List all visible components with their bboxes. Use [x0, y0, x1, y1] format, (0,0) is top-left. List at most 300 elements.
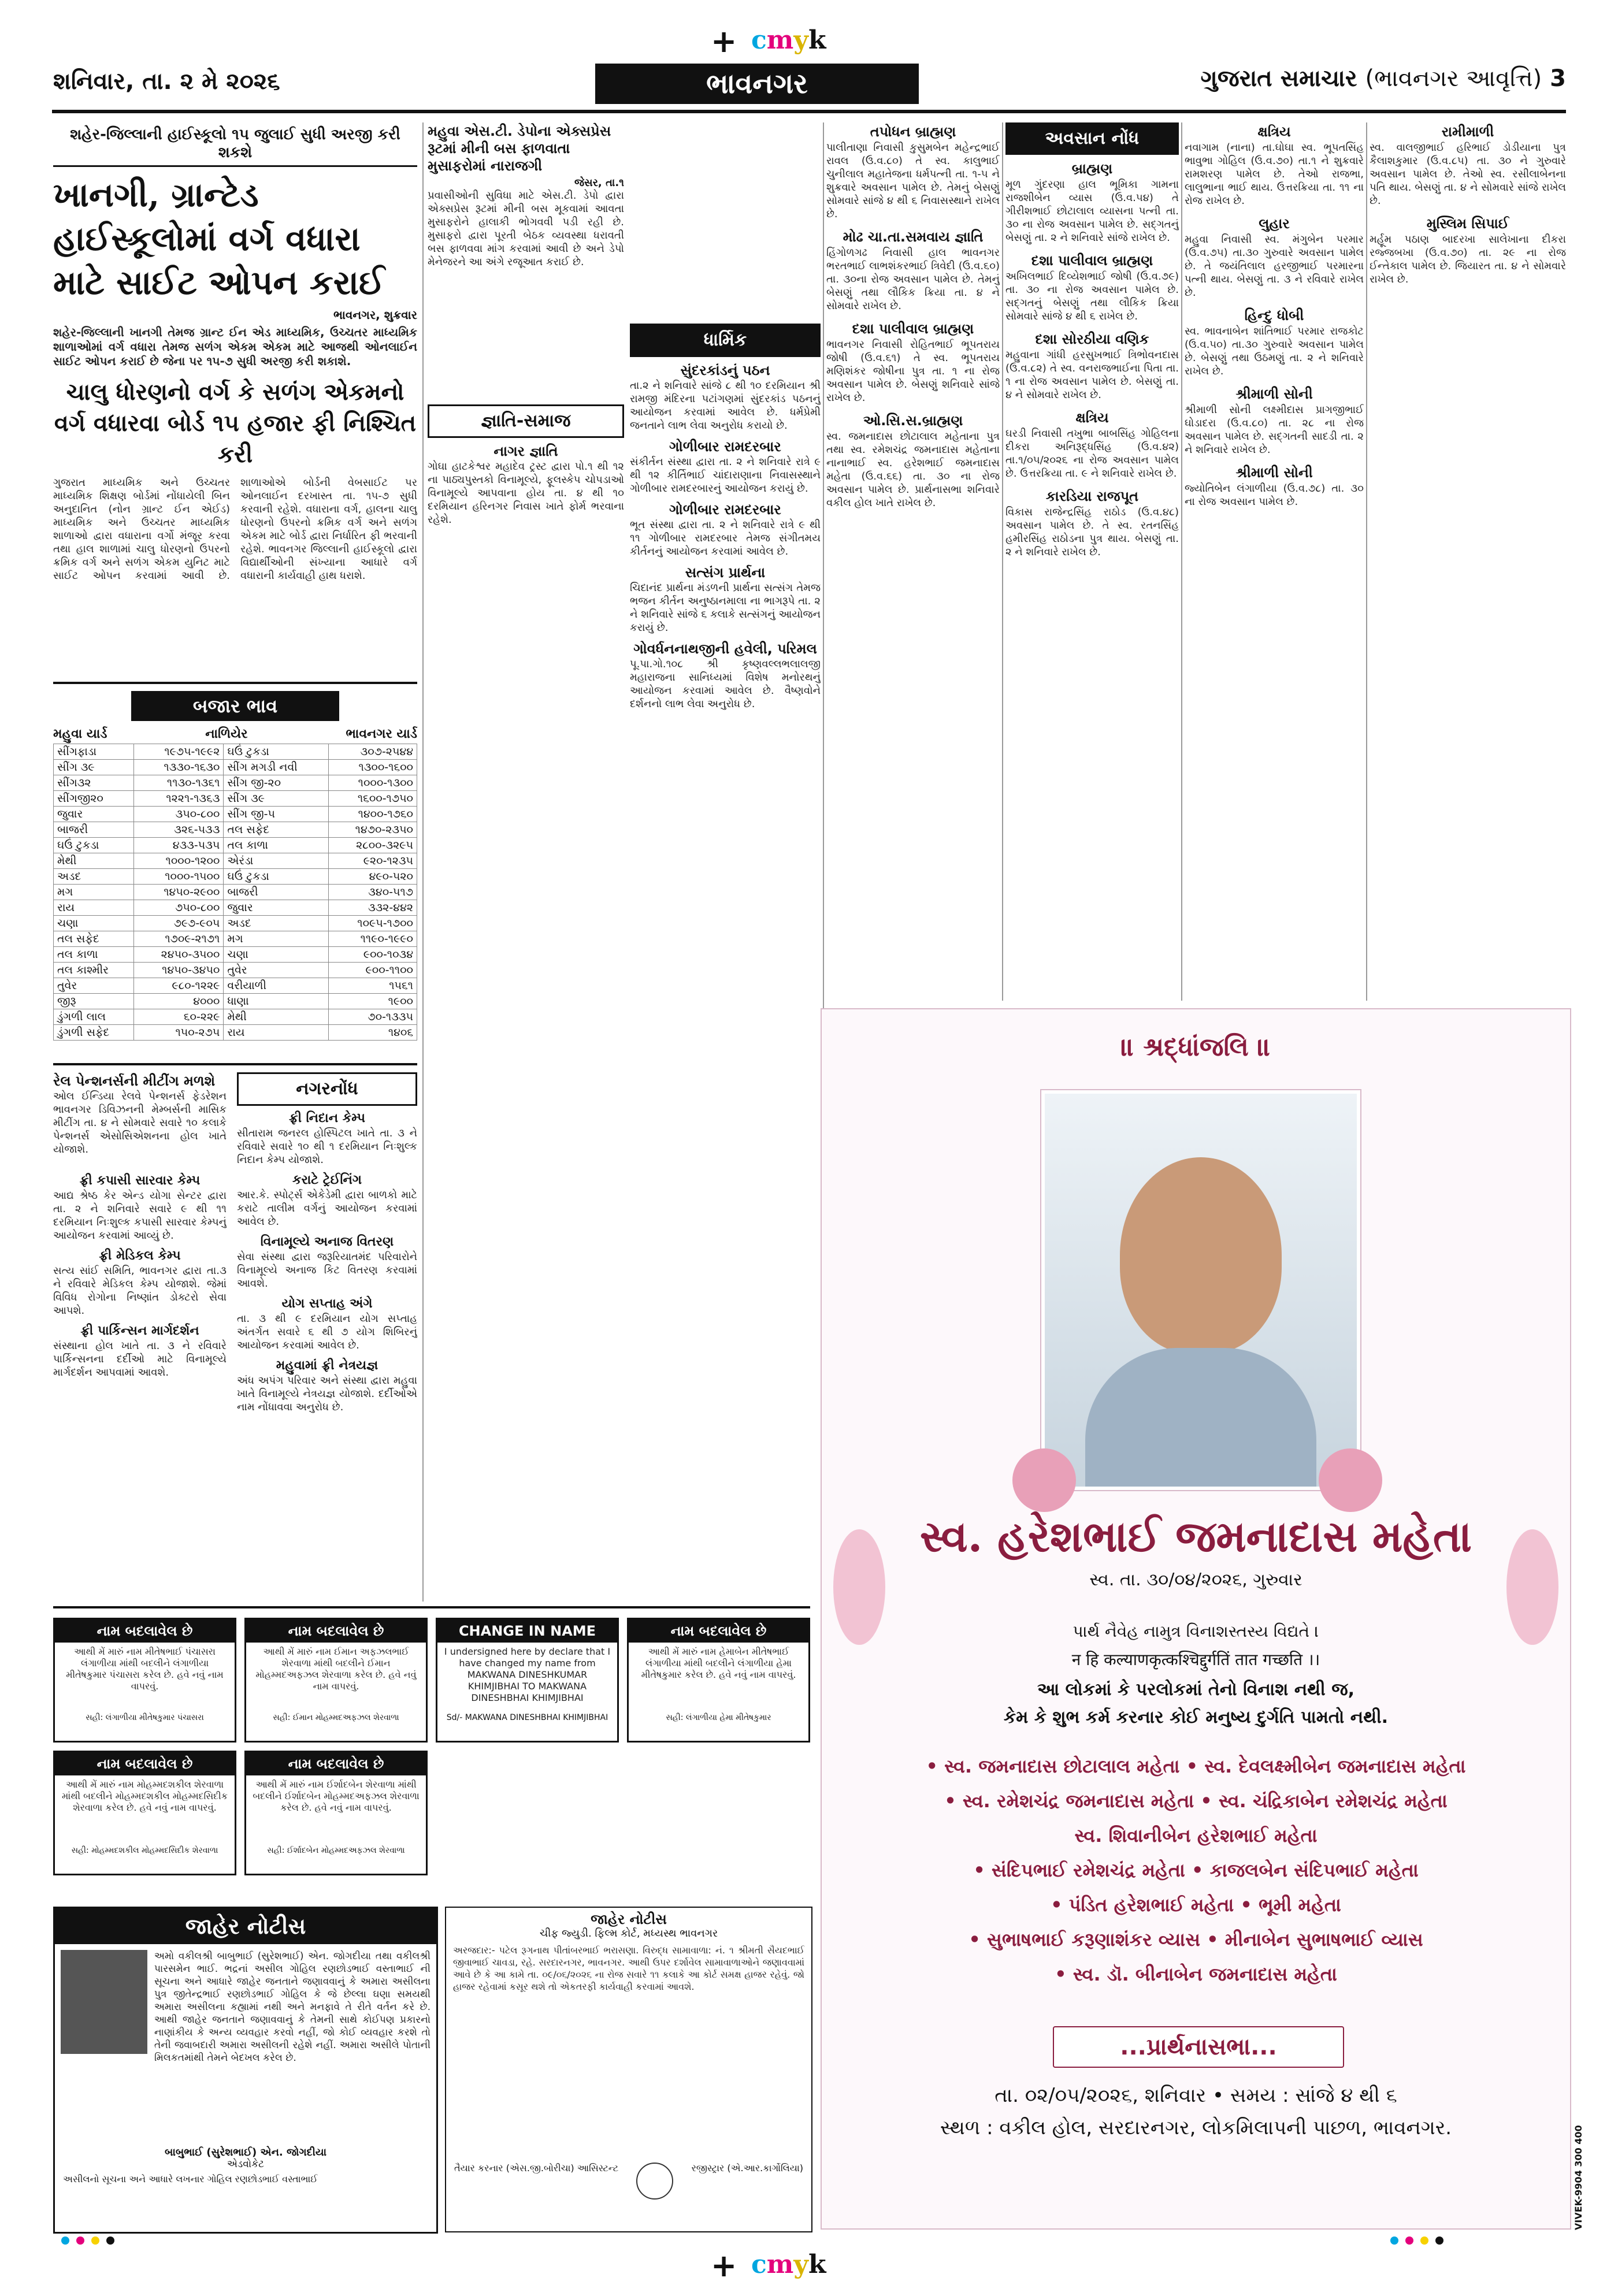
obituary-body: ઘરડી નિવાસી તખુભા બાબસિંહ ગોહિલના દીકરા અનિરૂદ્ધસિંહ (ઉ.વ.૪૨) તા.૧/૦૫/૨૦૨૬ ના રોજ અવસાન પામેલ છે. ઉત્તરક્રિયા તા. ૯ ને શનિવારે રાખેલ છે.: [1005, 428, 1179, 480]
news-item-body: આદ્ય શ્રેષ્ઠ કેર એન્ડ યોગા સેન્ટર દ્વારા તા. ૨ ને શનિવારે સવારે ૯ થી ૧૧ દરમિયાન નિઃશુલ્ક કપાસી સારવાર કેમ્પનું આયોજન કરવામાં આવ્યું છે.: [53, 1190, 227, 1242]
news-item-body: સત્ય સાંઈ સમિતિ, ભાવનગર દ્વારા તા.૩ ને રવિવારે મેડિકલ કેમ્પ યોજાશે. જેમાં વિવિધ રોગોના નિષ્ણાંત ડોક્ટરો સેવા આપશે.: [53, 1265, 227, 1317]
obituary-title: અવસાન નોંધ: [1005, 122, 1179, 155]
tribute-family-line: • સ્વ. ડૉ. બીનાબેન જમનાદાસ મહેતા: [1055, 1963, 1337, 1985]
market-headers: [53, 727, 417, 741]
market-cell: અડદ: [224, 916, 329, 931]
obituary-entry: [1185, 463, 1364, 508]
market-cell: ડુંગળી લાલ: [54, 1009, 134, 1025]
market-row: [54, 744, 417, 760]
market-row: [54, 822, 417, 838]
market-cell: ૯૨૦-૧૨૩૫: [328, 853, 417, 869]
name-change-body: આથી મેં મારું નામ ઈમાન અફઝલભાઈ શેરવાળા માંથી બદલીને ઈમાન મોહમ્મદઅફઝલ શેરવાળા કરેલ છે. હવે નવું નામ વાપરવું.: [255, 1646, 417, 1692]
name-changes: [53, 1618, 810, 1889]
market-cell: ૩૪૦-૫૧૭: [328, 885, 417, 900]
column-rule-3: [1002, 122, 1003, 1001]
name-change-notice: [436, 1618, 619, 1743]
colorbar-right: [1387, 2236, 1447, 2247]
railway-headline: રેલ પેન્શનર્સની મીટીંગ મળશે: [53, 1073, 216, 1089]
obituary-entry: [1185, 122, 1364, 207]
market-cell: તલ કાળા: [54, 947, 134, 963]
news-item: [630, 438, 821, 495]
cmyk-mark-bottom: [751, 2250, 826, 2279]
market-row: [54, 760, 417, 775]
column-rule-4: [1181, 122, 1182, 1001]
market-cell: સીંગ ૩૯: [54, 760, 134, 775]
cmyk-y-bottom: y: [793, 2250, 808, 2279]
news-item-title: ફ્રી કપાસી સારવાર કેમ્પ: [79, 1173, 201, 1188]
market-cell: સીંગ જી-૨૦: [224, 775, 329, 791]
obituary-community: તપોધન બ્રાહ્મણ: [870, 124, 956, 140]
market-cell: તલ સફેદ: [54, 931, 134, 947]
registration-mark-bottom: +: [711, 2247, 737, 2284]
market-cell: રાય: [54, 900, 134, 916]
obituary-entry: [1005, 408, 1179, 480]
public-notice-lawyer: બાબુભાઈ (સુરેશભાઈ) એન. જોગદીયા: [164, 2146, 326, 2158]
market-cell: ૧૪૭૦-૨૩૫૦: [328, 822, 417, 838]
obituary-community: ક્ષત્રિય: [1257, 124, 1291, 140]
side-code: VIVEK-9904 300 400: [1573, 2125, 1584, 2230]
cmyk-k: k: [808, 25, 826, 55]
news-item-body: આર.કે. સ્પોર્ટ્સ એકેડેમી દ્વારા બાળકો માટે કરાટે તાલીમ વર્ગનું આયોજન કરવામાં આવેલ છે.: [237, 1189, 417, 1228]
cmyk-c-bottom: c: [751, 2250, 767, 2279]
news-item: [53, 1323, 227, 1379]
tribute-ad: [821, 1008, 1571, 2230]
market-cell: બાજરી: [224, 885, 329, 900]
news-item: [428, 443, 624, 526]
market-row: [54, 916, 417, 931]
market-cell: ૧૩૩૦-૧૬૩૦: [134, 760, 224, 775]
news-item-body: અંધ અપંગ પરિવાર અને સંસ્થા દ્વારા મહુવા ખાતે વિનામૂલ્યે નેત્રયજ્ઞ યોજાશે. દર્દીઓએ નામ નોંધાવવા અનુરોધ છે.: [237, 1374, 417, 1413]
news-item-title: ગોળીબાર રામદરબાર: [669, 501, 781, 518]
news-item-title: યોગ સપ્તાહ અંગે: [281, 1296, 373, 1311]
market-cell: તુવેર: [224, 963, 329, 978]
market-cell: ૬૦-૨૨૯: [134, 1009, 224, 1025]
market-cell: વરીયાળી: [224, 978, 329, 994]
market-cell: ૩૦૭-૨૫૪૪: [328, 744, 417, 760]
market-cell: ૧૪૫૦-૨૯૦૦: [134, 885, 224, 900]
name-change-title: નામ બદલાવેલ છે: [55, 1752, 235, 1775]
news-item-title: નાગર જ્ઞાતિ: [493, 443, 558, 459]
obituary-body: મર્હૂમ પઠાણ બાદરખા સાલેખાના દીકરા રજ્જબખા (ઉ.વ.૭૦) તા. ૨૯ ના રોજ ઈન્તેકાલ પામેલ છે. જિયારત તા. ૪ ને સોમવારે રાખેલ છે.: [1370, 233, 1566, 285]
tribute-header: ॥ શ્રદ્ધાંજલિ ॥: [1120, 1032, 1271, 1062]
market-cell: સીંગ૩૨: [54, 775, 134, 791]
obituary-community: શ્રીમાળી સોની: [1235, 465, 1313, 481]
market-cell: ૧૪૦૬: [328, 1025, 417, 1041]
obituary-entry: [1185, 214, 1364, 299]
portrait-face: [1120, 1157, 1282, 1354]
market-cell: મગ: [224, 931, 329, 947]
cmyk-mark-top: [751, 25, 826, 55]
obituary-community: રામીમાળી: [1441, 124, 1494, 140]
market-cell: ૧૫૦-૨૭૫: [134, 1025, 224, 1041]
city-notes: [237, 1072, 417, 1420]
person-photo: [61, 1950, 147, 2054]
market-cell: તલ સફેદ: [224, 822, 329, 838]
news-item-title: ફ્રી પાર્કિન્સન માર્ગદર્શન: [80, 1324, 199, 1338]
market-cell: ૭૫૦-૮૦૦: [134, 900, 224, 916]
news-item-title: કરાટે ટ્રેઈનિંગ: [292, 1173, 362, 1187]
market-cell: મેથી: [224, 1009, 329, 1025]
tribute-family-line: સ્વ. શિવાનીબેન હરેશભાઈ મહેતા: [1074, 1825, 1318, 1847]
market-row: [54, 807, 417, 822]
tribute-family-line: • સંદિપભાઈ રમેશચંદ્ર મહેતા • કાજલબેન સંદિપભાઈ મહેતા: [973, 1859, 1419, 1881]
cmyk-m-bottom: m: [766, 2250, 794, 2279]
market-cell: ૨૮૦૦-૩૨૯૫: [328, 838, 417, 853]
market-cell: ૧૭૦૯-૨૧૭૧: [134, 931, 224, 947]
name-change-body: I undersigned here by declare that I have changed my name from MAKWANA DINESHKUMAR KHIMJIBHAI TO MAKWANA DINESHBHAI KHIMJIBHAI: [444, 1646, 611, 1703]
section-banner: ભાવનગર: [595, 64, 919, 104]
market-cell: ૧૫૬૧: [328, 978, 417, 994]
news-item-title: ગોવર્ધનનાથજીની હવેલી, પરિમલ: [633, 641, 817, 657]
name-change-sign: સહી: લંગાળીયા મીતેષકુમાર પંચાસરા: [86, 1713, 204, 1722]
market-row: [54, 853, 417, 869]
express-dateline: જેસર, તા.૧: [574, 177, 624, 189]
obituary-col-d: [1370, 122, 1566, 293]
registration-mark-top: +: [711, 23, 737, 60]
obituary-community: દશા પાલીવાલ બ્રાહ્મણ: [852, 321, 974, 337]
obituary-entry: [1005, 159, 1179, 244]
obituary-community: ક્ષત્રિય: [1075, 410, 1109, 426]
market-cell: જુવાર: [224, 900, 329, 916]
caste-society: [428, 404, 624, 532]
market-cell: ૩૩૨-૪૪૨: [328, 900, 417, 916]
city-notes-left: [53, 1173, 227, 1385]
obituary-entry: [826, 411, 1000, 510]
tribute-family-line: • સુભાષભાઈ કરૂણાશંકર વ્યાસ • મીનાબેન સુભાષભાઈ વ્યાસ: [968, 1929, 1423, 1951]
tribute-family-line: • પંડિત હરેશભાઈ મહેતા • ભૂમી મહેતા: [1051, 1894, 1341, 1916]
market-cell: તલ કાળા: [224, 838, 329, 853]
prayer-title: ...પ્રાર્થનાસભા...: [1053, 2026, 1344, 2068]
obituary-body: જ્યોતિબેન લંગાળીયા (ઉ.વ.૭૮) તા. ૩૦ ના રોજ અવસાન પામેલ છે.: [1185, 482, 1364, 508]
obituary-entry: [826, 122, 1000, 221]
market-cell: ૩૫૦-૮૦૦: [134, 807, 224, 822]
obituary-body: શ્રીમાળી સોની લક્ષ્મીદાસ પ્રાગજીભાઈ ઘોડાદરા (ઉ.વ.૮૦) તા. ૨૮ ના રોજ અવસાન પામેલ છે. સદ્ગતની સાદડી તા. ૨ ને શનિવારે રાખેલ છે.: [1185, 404, 1364, 456]
name-change-sign: સહી: ઈર્શાદબેન મોહમ્મદઅફઝલ શેરવાળા: [267, 1846, 405, 1855]
obituary-community: કારડિયા રાજપૂત: [1045, 488, 1139, 504]
name-change-title: નામ બદલાવેલ છે: [246, 1619, 426, 1643]
obituary-body: મૂળ ગુંદરણા હાલ ભૂમિકા ગામના રાજશીબેન વ્યાસ (ઉ.વ.૫૪) તે ગીરીશભાઈ છોટાલાલ વ્યાસના પત્ની તા. ૩૦ ના રોજ અવસાન પામેલ છે. સદ્ગતનું બેસણું તા. ૨ ને શનિવારે સાંજે રાખેલ છે.: [1005, 179, 1179, 244]
tribute-family: [856, 1749, 1535, 1992]
market-cell: ૧૯૭૫-૧૯૯૨: [134, 744, 224, 760]
court-seal: [636, 2163, 673, 2200]
obituary-community: ઓ.સિ.સ.બ્રાહ્મણ: [863, 413, 963, 429]
tribute-line-2: કેમ કે શુભ કર્મ કરનાર કોઈ મનુષ્ય દુર્ગતિ પામતો નથી.: [1003, 1707, 1389, 1727]
market-cell: ૪૩૩-૫૩૫: [134, 838, 224, 853]
news-item-title: સત્સંગ પ્રાર્થના: [685, 564, 766, 581]
market-cell: તલ કાશ્મીર: [54, 963, 134, 978]
railway-story: [53, 1072, 227, 1176]
lead-body: ગુજરાત માધ્યમિક અને ઉચ્ચતર માધ્યમિક શિક્ષણ બોર્ડમાં નોંધાયેલી બિન અનુદાનિત (નોન ગ્રાન્ટ ઈન એઈડ) માધ્યમિક અને ઉચ્ચતર માધ્યમિક શાળાઓ દ્વારા વધારાના વર્ગો મંજૂર કરવા તથા હાલ શાળામાં ચાલુ ધોરણનો ઉપરનો ક્રમિક વર્ગ અને સળંગ એકમ યુનિટ માટે સાઈટ ઓપન કરવામાં આવી છે. શાળાઓએ બોર્ડની વેબસાઈટ પર ઓનલાઈન દરખાસ્ત તા. ૧૫-૭ સુધી કરવાની રહેશે. વધારાના વર્ગ, હાલના ચાલુ ધોરણનો ઉપરનો ક્રમિક વર્ગ અને સળંગ એકમ માટે બોર્ડ દ્વારા નિર્ધારિત ફી ભરવાની રહેશે. ભાવનગર જિલ્લાની હાઈસ્કૂલો દ્વારા વિદ્યાર્થીઓની સંખ્યાના આધારે વર્ગ વધારાની કાર્યવાહી હાથ ધરાશે.: [53, 477, 417, 582]
tribute-family-line: • સ્વ. રમેશચંદ્ર જમનાદાસ મહેતા • સ્વ. ચંદ્રિકાબેન રમેશચંદ્ર મહેતા: [944, 1790, 1448, 1812]
lead-divider: [53, 682, 417, 684]
tribute-shloka-2: न हि कल्याणकृत्कश्चिद्दुर्गतिं तात गच्छति ।।: [1071, 1650, 1320, 1669]
name-change-sign: Sd/- MAKWANA DINESHBHAI KHIMJIBHAI: [446, 1713, 608, 1722]
market-yard-left: મહુવા યાર્ડ: [53, 727, 107, 741]
express-story: [428, 122, 624, 362]
news-item-body: સીતારામ જનરલ હોસ્પિટલ ખાતે તા. ૩ ને રવિવારે સવારે ૧૦ થી ૧ દરમિયાન નિઃશુલ્ક નિદાન કેમ્પ યોજાશે.: [237, 1127, 417, 1166]
news-item-body: ચિદાનંદ પ્રાર્થના મંડળની પ્રાર્થના સત્સંગ તેમજ ભજન કીર્તન અનુષ્ઠાનમાલા ના ભાગરૂપે તા. ૨ ને શનિવારે સાંજે ૬ કલાકે સત્સંગનું આયોજન કરાયું છે.: [630, 582, 821, 634]
news-item-body: સંકીર્તન સંસ્થા દ્વારા તા. ૨ ને શનિવારે રાત્રે ૯ થી ૧૨ કીર્તિભાઈ ચાંદારાણાના નિવાસસ્થાને ગોળીબાર રામદરબારનું આયોજન કરાયું છે.: [630, 456, 821, 495]
obituary-entry: [1185, 306, 1364, 378]
news-item-body: ગોઘા હાટકેશ્વર મહાદેવ ટ્રસ્ટ દ્વારા પો.૧ થી ૧૨ ના પાઠ્યપુસ્તકો વિનામૂલ્યે, ફૂલસ્કેપ ચોપડાઓ વિનામૂલ્યે આપવાના હોય તા. ૪ થી ૧૦ દરમિયાન હરિનગર નિવાસ ખાતે ફોર્મ ભરવાના રહેશે.: [428, 460, 624, 526]
market-cell: ઘઉં ટુકડા: [224, 869, 329, 885]
market-cell: ૧૦૦૦-૧૩૦૦: [328, 775, 417, 791]
tribute-line-1: આ લોકમાં કે પરલોકમાં તેનો વિનાશ નથી જ,: [1037, 1680, 1354, 1700]
market-cell: ૯૮૦-૧૨૨૯: [134, 978, 224, 994]
obituary-community: મોઢ ચા.તા.સમવાય જ્ઞાતિ: [843, 229, 984, 245]
name-change-body: આથી મેં મારું નામ મોહમ્મદશકીલ શેરવાળા માંથી બદલીને મોહમ્મદશકીલ મોહમ્મદસિદીક શેરવાળા કરેલ છે. હવે નવું નામ વાપરવું.: [62, 1779, 228, 1813]
market-cell: ૨૪૫૦-૩૫૦૦: [134, 947, 224, 963]
market-cell: જુવાર: [54, 807, 134, 822]
news-item-body: ભૂત સંસ્થા દ્વારા તા. ૨ ને શનિવારે રાત્રે ૯ થી ૧૧ ગોળીબાર રામદરબાર તેમજ સંગીતમય કીર્તનનું આયોજન કરવામાં આવેલ છે.: [630, 519, 821, 558]
obituary-body: વિકાસ રાજેન્દ્રસિંહ રાઠોડ (ઉ.વ.૪૮) અવસાન પામેલ છે. તે સ્વ. રતનસિંહ હમીરસિંહ રાઠોડના પુત્ર થાય. બેસણું તા. ૨ ને શનિવારે રાખેલ છે.: [1005, 506, 1179, 558]
edition-label: (ભાવનગર આવૃત્તિ): [1365, 65, 1542, 92]
market-cell: રાય: [224, 1025, 329, 1041]
public-notice-title: જાહેર નોટીસ: [55, 1908, 436, 1944]
market-cell: ૪૦૦૦: [134, 994, 224, 1009]
name-change-title: નામ બદલાવેલ છે: [629, 1619, 808, 1643]
flower-decor-left: [1012, 1448, 1076, 1512]
cmyk-y: y: [793, 25, 808, 55]
name-change-notice: [53, 1618, 236, 1743]
lead-intro: શહેર-જિલ્લાની ખાનગી તેમજ ગ્રાન્ટ ઈન એડ માધ્યમિક, ઉચ્ચતર માધ્યમિક શાળાઓમાં વર્ગ વધારા તેમજ સળંગ એકમ એકમ માટે આજથી ઓનલાઈન સાઈટ ઓપન કરાઈ છે જેના પર ૧૫-૭ સુધી અરજી કરી શકાશે.: [53, 325, 417, 368]
obituary-body: મહુવા નિવાસી સ્વ. મંગુબેન પરમાર (ઉ.વ.૭૫) તા.૩૦ ગુરુવારે અવસાન પામેલ છે. તે જયંતિલાલ હરજીભાઈ પરમારના પત્ની થાય. બેસણું તા. ૩ ને રવિવારે રાખેલ છે.: [1185, 233, 1364, 299]
market-row: [54, 900, 417, 916]
page-number: 3: [1550, 65, 1566, 92]
obituary-community: લુહાર: [1259, 216, 1290, 232]
city-notes-title: નગરનોંધ: [237, 1072, 417, 1106]
market-cell: સીંગ ૩૯: [224, 791, 329, 807]
tribute-name: સ્વ. હરેશભાઈ જમનાદાસ મહેતા: [919, 1512, 1472, 1562]
market-row: [54, 1009, 417, 1025]
railway-body: ઓલ ઈન્ડિયા રેલવે પેન્શનર્સ ફેડરેશન ભાવનગર ડિવિઝનની મેમ્બર્સની માસિક મીટીંગ તા. ૪ ને સોમવારે સવારે ૧૦ કલાકે પેન્શનર્સ એસોસિએશનના હોલ ખાતે યોજાશે.: [53, 1090, 227, 1156]
name-change-sign: સહી: ઈમાન મોહમ્મદઅફઝલ શેરવાળા: [273, 1713, 399, 1722]
news-item: [630, 362, 821, 432]
market-cell: સીંગ મગડી નવી: [224, 760, 329, 775]
obituary-entry: [1005, 487, 1179, 559]
column-rule-5: [1366, 122, 1367, 1001]
obituary-entry: [826, 319, 1000, 404]
public-notice-lawyer-title: એડવોકેટ: [227, 2158, 264, 2170]
obituary-col-c: [1185, 122, 1364, 515]
market-cell: ૧૦૦૦-૧૨૦૦: [134, 853, 224, 869]
tribute-date: સ્વ. તા. ૩૦/૦૪/૨૦૨૬, ગુરુવાર: [1089, 1570, 1302, 1590]
market-row: [54, 978, 417, 994]
market-cell: સીંગ જી-૫: [224, 807, 329, 822]
news-item: [237, 1234, 417, 1290]
prayer-time: તા. ૦૨/૦૫/૨૦૨૬, શનિવાર • સમય : સાંજે ૪ થી ૬: [994, 2084, 1397, 2107]
obituary-body: ભાવનગર નિવાસી રોહિતભાઈ ભૂપતરાય જોષી (ઉ.વ.૬૧) તે સ્વ. ભૂપતરાય મણિશંકર જોષીના પુત્ર તા. ૧ ના રોજ અવસાન પામેલ છે. બેસણું શનિવારે સાંજે રાખેલ છે.: [826, 339, 1000, 404]
news-item-body: તા. ૩ થી ૯ દરમિયાન યોગ સપ્તાહ અંતર્ગત સવારે ૬ થી ૭ યોગ શિબિરનું આયોજન કરવામાં આવેલ છે.: [237, 1313, 417, 1351]
market-cell: તુવેર: [54, 978, 134, 994]
market-cell: ૧૦૯૫-૧૭૦૦: [328, 916, 417, 931]
market-cell: ૩૨૬-૫૩૩: [134, 822, 224, 838]
masthead-rule: [52, 110, 1566, 113]
notices-divider: [53, 1606, 810, 1608]
market-cell: ૧૨૨૧-૧૩૬૩: [134, 791, 224, 807]
obituary-entry: [1370, 122, 1566, 207]
news-item: [630, 640, 821, 711]
market-cell: ૧૦૦૦-૧૫૦૦: [134, 869, 224, 885]
market-cell: ડુંગળી સફેદ: [54, 1025, 134, 1041]
obituary-body: સ્વ. ભાવનાબેન શાંતિભાઈ પરમાર રાજકોટ (ઉ.વ.૫૦) તા.૩૦ ગુરુવારે અવસાન પામેલ છે. બેસણું તથા ઉઠમણું તા. ૨ ને શનિવારે રાખેલ છે.: [1185, 325, 1364, 377]
market-row: [54, 885, 417, 900]
market-cell: એરંડા: [224, 853, 329, 869]
name-change-notice: [244, 1618, 428, 1743]
court-prepared-by: તૈયાર કરનાર (એસ.જી.બોરીચા) આસિસ્ટન્ટ: [454, 2163, 619, 2174]
market-cell: ૯૦૦-૧૧૦૦: [328, 963, 417, 978]
obituary-entry: [1185, 385, 1364, 456]
news-item: [53, 1248, 227, 1317]
news-item: [237, 1296, 417, 1352]
market-row: [54, 931, 417, 947]
market-row: [54, 791, 417, 807]
news-item: [630, 564, 821, 634]
market-cell: ચણા: [224, 947, 329, 963]
flower-decor-right: [1319, 1448, 1382, 1512]
public-notice: [53, 1907, 438, 2234]
market-row: [54, 947, 417, 963]
market-row: [54, 775, 417, 791]
express-body: પ્રવાસીઓની સુવિધા માટે એસ.ટી. ડેપો દ્વારા એક્સપ્રેસ રૂટમાં મીની બસ મૂકવામાં આવતા મુસાફરોને હાલાકી ભોગવવી પડી રહી છે. મુસાફરો દ્વારા પૂરતી બેઠક વ્યવસ્થા ધરાવતી બસ ફાળવવા માંગ કરવામાં આવી છે અને ડેપો મેનેજરને આ અંગે રજૂઆત કરાઈ છે.: [428, 190, 624, 268]
name-change-notice: [627, 1618, 810, 1743]
name-change-title: નામ બદલાવેલ છે: [246, 1752, 426, 1775]
obituary-community: શ્રીમાળી સોની: [1235, 386, 1313, 402]
name-change-notice: [244, 1751, 428, 1875]
portrait-shirt: [1085, 1348, 1316, 1487]
public-notice-body: અમો વકીલશ્રી બાબુભાઈ (સુરેશભાઈ) એન. જોગદીયા તથા વકીલશ્રી પારસમેન ભાઈ. ભદ્રનાં અસીલ ગોહિલ રણછોડભાઈ વસ્તાભાઈ ની સૂચના અને આધારે જાહેર જનતાને જણાવવાનું કે અમારા અસીલના પુત્ર જીતેન્દ્રભાઈ રણછોડભાઈ ગોહિલ કે જે છેલ્લા ઘણા સમયથી અમારા અસીલના કહ્યામાં નથી અને મનફાવે તે રીતે વર્તન કરે છે. આથી જાહેર જનતાને જણાવવાનું કે તેમની સાથે કોઈપણ પ્રકારનો નાણાંકીય કે અન્ય વ્યવહાર કરવો નહીં, જો કોઈ વ્યવહાર કરશે તો તેની જવાબદારી અમારા અસીલની રહેશે નહીં. અમારા અસીલે પોતાની મિલકતમાંથી તેમને બેદખલ કરેલ છે.: [154, 1951, 431, 2064]
court-notice-court: ચીફ જ્યુડી. ફિલ્મ કોર્ટ, મધ્યસ્થ ભાવનગર: [539, 1927, 718, 1940]
name-change-body: આથી મેં મારું નામ હેમાબેન મીતેષભાઈ લંગાળીયા માંથી બદલીને લંગાળીયા હેમા મીતેષકુમાર કરેલ છે. હવે નવું નામ વાપરવું.: [641, 1646, 796, 1680]
market-cell: ૧૪૦૦-૧૭૬૦: [328, 807, 417, 822]
market-rates: [53, 691, 417, 1041]
obituary-community: હિન્દુ ધોબી: [1244, 307, 1304, 324]
news-item-body: તા.૨ ને શનિવારે સાંજે ૮ થી ૧૦ દરમિયાન શ્રી રામજી મંદિરના પટાંગણમાં સુંદરકાંડ પઠનનું આયોજન કરવામાં આવેલ છે. ધર્મપ્રેમી જનતાને લાભ લેવા અનુરોધ કરાયો છે.: [630, 380, 821, 432]
court-notice-title: જાહેર નોટીસ: [591, 1911, 667, 1927]
religious: [630, 324, 821, 716]
market-cell: ચણા: [54, 916, 134, 931]
market-cell: ઘઉં ટુકડા: [224, 744, 329, 760]
news-item-body: પૂ.પા.ગો.૧૦૮ શ્રી કૃષ્ણવલ્લભલાલજી મહારાજના સાનિધ્યમાં વિશેષ મનોરથનું આયોજન કરવામાં આવેલ છે. વૈષ્ણવોને દર્શનનો લાભ લેવા અનુરોધ છે.: [630, 658, 821, 710]
prayer-place: સ્થળ : વકીલ હોલ, સરદારનગર, લોકમિલાપની પાછળ, ભાવનગર.: [940, 2116, 1452, 2139]
market-row: [54, 963, 417, 978]
obituary-community: મુસ્લિમ સિપાઈ: [1426, 216, 1509, 232]
paper-name: ગુજરાત સમાચાર: [1200, 65, 1357, 92]
lead-subhead: ચાલુ ધોરણનો વર્ગ કે સળંગ એકમનો વર્ગ વધારવા બોર્ડ ૧૫ હજાર ફી નિશ્ચિત કરી: [54, 378, 417, 468]
obituary-entry: [1005, 330, 1179, 402]
market-cell: મગ: [54, 885, 134, 900]
religious-title: ધાર્મિક: [630, 324, 821, 357]
news-item-title: ફ્રી નિદાન કેમ્પ: [288, 1111, 366, 1125]
market-cell: ૭૯૭-૯૦૫: [134, 916, 224, 931]
news-item-title: સુંદરકાંડનું પઠન: [680, 362, 770, 378]
name-change-title: CHANGE IN NAME: [437, 1619, 617, 1643]
cmyk-m: m: [766, 25, 794, 55]
market-cell: અડદ: [54, 869, 134, 885]
market-cell: ૧૬૦૦-૧૭૫૦: [328, 791, 417, 807]
obituary-entry: [1005, 251, 1179, 323]
news-item: [237, 1358, 417, 1414]
market-cell: ૧૧૩૦-૧૩૬૧: [134, 775, 224, 791]
cmyk-c: c: [751, 25, 767, 55]
obituary-entry: [826, 228, 1000, 313]
court-notice-body: અરજદાર:- પટેલ રૂગનાથ પીતાંબરભાઈ ભરાસણા. વિરુદ્ધ સામાવાળા: નં. ૧ શ્રીમતી સૈયદભાઈ જીવાભાઈ ચાવડા, રહે. સરદારનગર, ભાવનગર. આથી ઉપર દર્શાવેલ સામાવાળાઓને જણાવવામાં આવે છે કે આ કામે તા. ૦૯/૦૬/૨૦૨૬ ના રોજ સવારે ૧૧ કલાકે આ કોર્ટ સમક્ષ હાજર રહેવું. જો હાજર રહેવામાં કસૂર થશે તો એકતરફી કાર્યવાહી કરવામાં આવશે.: [453, 1945, 804, 1992]
name-change-notice: [53, 1751, 236, 1875]
market-row: [54, 838, 417, 853]
obituary-community: દશા પાલીવાલ બ્રાહ્મણ: [1031, 252, 1153, 269]
news-item-title: વિનામૂલ્યે અનાજ વિતરણ: [260, 1235, 394, 1249]
name-change-body: આથી મેં મારું નામ મીતેષભાઈ પંચાસરા લંગાળીયા માંથી બદલીને લંગાળીયા મીતેષકુમાર પંચાસરા કરેલ છે. હવે નવું નામ વાપરવું.: [66, 1646, 224, 1692]
market-cell: મેથી: [54, 853, 134, 869]
news-item-title: મહુવામાં ફ્રી નેત્રયજ્ઞ: [276, 1358, 378, 1373]
news-item-body: સેવા સંસ્થા દ્વારા જરૂરિયાતમંદ પરિવારોને વિનામૂલ્યે અનાજ કિટ વિતરણ કરવામાં આવશે.: [237, 1251, 417, 1290]
name-change-sign: સહી: મોહમ્મદશકીલ મોહમ્મદસિદીક શેરવાળા: [71, 1846, 218, 1855]
obituary-community: દશા સોરઠીયા વણિક: [1035, 331, 1149, 347]
news-item-title: ગોળીબાર રામદરબાર: [669, 439, 781, 455]
market-cell: ઘઉં ટુકડા: [54, 838, 134, 853]
obituary-body: નવાગામ (નાના) તા.ઘોઘા સ્વ. ભૂપતસિંહ ભાવુભા ગોહિલ (ઉ.વ.૭૦) તા.૧ ને શુક્રવારે રામશરણ પામેલ છે. તેઓ રાજભા, લાલુભાના ભાઈ થાય. ઉત્તરક્રિયા તા. ૧૧ ના રોજ રાખેલ છે.: [1185, 142, 1364, 207]
obituary-community: બ્રાહ્મણ: [1071, 161, 1113, 177]
market-title: બજાર ભાવ: [131, 691, 339, 721]
market-row: [54, 994, 417, 1009]
market-extra: નાળિયેર: [205, 727, 248, 741]
market-cell: સીંગફાડા: [54, 744, 134, 760]
name-change-body: આથી મેં મારું નામ ઈર્શાદબેન શેરવાળા માંથી બદલીને ઈર્શાદબેન મોહમ્મદઅફઝલ શેરવાળા કરેલ છે. હવે નવું નામ વાપરવું.: [253, 1779, 420, 1813]
market-table: [53, 744, 417, 1041]
obituary-col-a: [826, 122, 1000, 517]
cmyk-k-bottom: k: [808, 2250, 826, 2279]
market-cell: ૯૦૦-૧૦૩૪: [328, 947, 417, 963]
caste-title: જ્ઞાતિ-સમાજ: [428, 404, 624, 438]
news-item-title: ફ્રી મેડિકલ કેમ્પ: [99, 1249, 181, 1263]
lead-story: [53, 122, 417, 684]
express-headline: મહુવા એસ.ટી. ડેપોના એક્સપ્રેસ રૂટમાં મીની બસ ફાળવાતા મુસાફરોમાં નારાજગી: [428, 123, 611, 174]
court-notice: [445, 1907, 812, 2232]
market-cell: બાજરી: [54, 822, 134, 838]
obituary-body: મહુવાના ગાંધી હરસુખભાઈ ત્રિભોવનદાસ (ઉ.વ.૮૨) તે સ્વ. વનરાજભાઈના પિતા તા. ૧ ના રોજ અવસાન પામેલ છે. બેસણું તા. ૪ ને સોમવારે રાખેલ છે.: [1005, 349, 1179, 401]
market-cell: ૧૯૦૦: [328, 994, 417, 1009]
masthead-paper: [1133, 65, 1566, 92]
news-item: [630, 501, 821, 558]
lead-kicker: શહેર-જિલ્લાની હાઈસ્કૂલો ૧૫ જુલાઈ સુધી અરજી કરી શકશે: [53, 122, 417, 167]
market-yard-right: ભાવનગર યાર્ડ: [346, 727, 417, 741]
market-cell: ધાણા: [224, 994, 329, 1009]
market-cell: ૪૯૦-૫૨૦: [328, 869, 417, 885]
market-divider: [53, 1063, 417, 1065]
obituary-body: સ્વ. વાલજીભાઈ હરિભાઈ ડોડીયાના પુત્ર કૈલાશકુમાર (ઉ.વ.૮૫) તા. ૩૦ ને ગુરુવારે અવસાન પામેલ છે. તેઓ સ્વ. રસીલાબેનના પતિ થાય. બેસણું તા. ૪ ને સોમવારે સાંજે રાખેલ છે.: [1370, 142, 1566, 207]
news-item: [237, 1110, 417, 1166]
name-change-title: નામ બદલાવેલ છે: [55, 1619, 235, 1643]
market-row: [54, 869, 417, 885]
market-cell: ૧૧૯૦-૧૯૯૦: [328, 931, 417, 947]
obituary-col-b: [1005, 122, 1179, 566]
public-notice-client: અસીલનો સૂચના અને આધારે લખનાર ગોહિલ રણછોડભાઈ વસ્તાભાઈ: [63, 2174, 318, 2184]
court-registrar: રજીસ્ટ્રાર (એ.આર.કાર્ગોલિયા): [691, 2163, 803, 2174]
news-item: [237, 1172, 417, 1228]
market-cell: જીરૂ: [54, 994, 134, 1009]
obituary-body: હિંગોળગઢ નિવાસી હાલ ભાવનગર ભરતભાઈ લાભશંકરભાઈ ત્રિવેદી (ઉ.વ.૬૦) તા. ૩૦ના રોજ અવસાન પામેલ છે. તેમનું બેસણું તથા લૌકિક ક્રિયા તા. ૪ ને સોમવારે રાખેલ છે.: [826, 247, 1000, 312]
tribute-family-line: • સ્વ. જમનાદાસ છોટાલાલ મહેતા • સ્વ. દેવલક્ષ્મીબેન જમનાદાસ મહેતા: [926, 1755, 1466, 1777]
lead-dateline: ભાવનગર, શુક્રવાર: [333, 308, 417, 322]
market-cell: ૭૦-૧૩૩૫: [328, 1009, 417, 1025]
obituary-body: અખિલભાઈ દિવ્યેશભાઈ જોષી (ઉ.વ.૭૯) તા. ૩૦ ના રોજ અવસાન પામેલ છે. સદ્ગતનું બેસણું તથા લૌકિક ક્રિયા સોમવારે સાંજે ૪ થી ૬ રાખેલ છે.: [1005, 270, 1179, 322]
news-item: [53, 1173, 227, 1242]
market-cell: ૧૪૫૦-૩૪૫૦: [134, 963, 224, 978]
market-row: [54, 1025, 417, 1041]
tribute-portrait: [1041, 1090, 1360, 1490]
masthead-date: શનિવાર, તા. ૨ મે ૨૦૨૬: [53, 68, 280, 95]
lead-headline: ખાનગી, ગ્રાન્ટેડ હાઈસ્કૂલોમાં વર્ગ વધારા માટે સાઈટ ઓપન કરાઈ: [53, 175, 385, 302]
